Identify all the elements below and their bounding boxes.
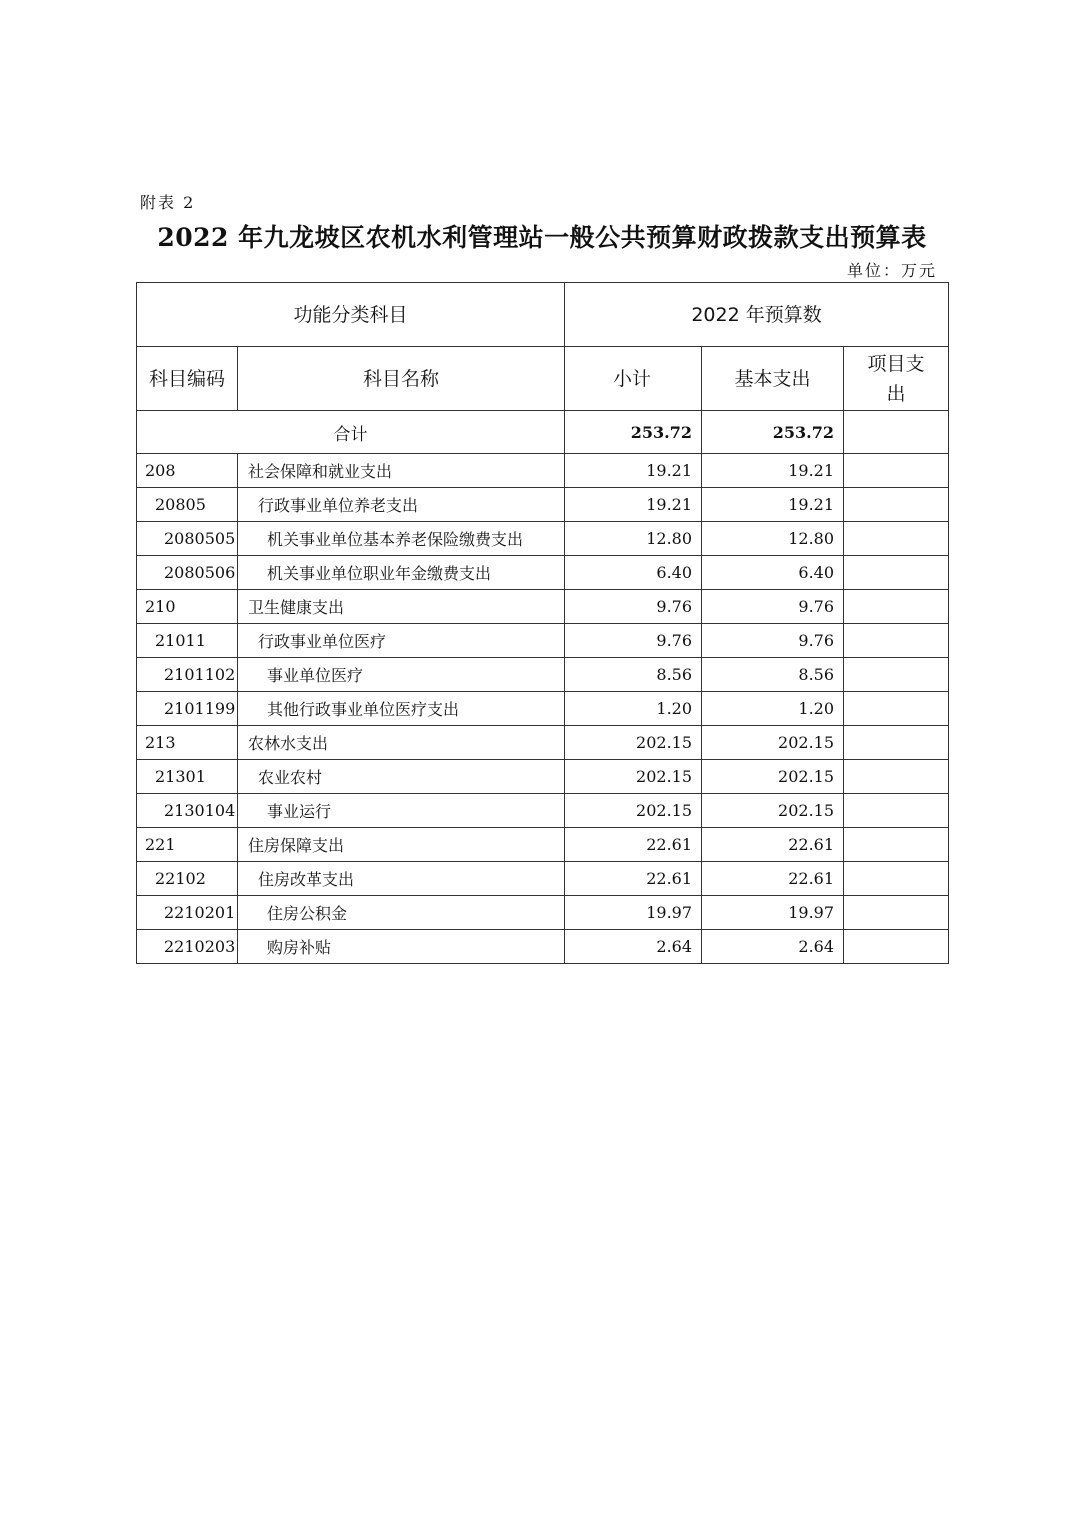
row-code: 210	[137, 590, 238, 624]
row-subtotal: 9.76	[565, 590, 702, 624]
total-project	[844, 411, 949, 454]
row-basic: 12.80	[702, 522, 844, 556]
row-subtotal: 22.61	[565, 862, 702, 896]
header-budget-2022: 2022 年预算数	[565, 283, 949, 347]
table-row	[137, 692, 949, 726]
row-name: 住房公积金	[238, 896, 565, 930]
row-basic: 9.76	[702, 624, 844, 658]
row-project	[844, 624, 949, 658]
table-row	[137, 454, 949, 488]
row-name: 卫生健康支出	[238, 590, 565, 624]
row-subtotal: 19.21	[565, 488, 702, 522]
row-basic: 202.15	[702, 794, 844, 828]
header-name: 科目名称	[238, 347, 565, 411]
row-project	[844, 828, 949, 862]
row-project	[844, 658, 949, 692]
table-row	[137, 624, 949, 658]
header-functional-category: 功能分类科目	[137, 283, 565, 347]
table-row	[137, 556, 949, 590]
row-subtotal: 202.15	[565, 726, 702, 760]
row-project	[844, 760, 949, 794]
row-basic: 2.64	[702, 930, 844, 964]
total-row	[137, 411, 949, 454]
table-row	[137, 658, 949, 692]
header-basic: 基本支出	[702, 347, 844, 411]
row-subtotal: 6.40	[565, 556, 702, 590]
row-subtotal: 19.21	[565, 454, 702, 488]
table-row	[137, 862, 949, 896]
row-name: 机关事业单位基本养老保险缴费支出	[238, 522, 565, 556]
row-project	[844, 896, 949, 930]
row-basic: 202.15	[702, 726, 844, 760]
row-code: 22102	[137, 862, 238, 896]
row-project	[844, 488, 949, 522]
row-code: 20805	[137, 488, 238, 522]
row-code: 21301	[137, 760, 238, 794]
row-name: 农林水支出	[238, 726, 565, 760]
row-code: 208	[137, 454, 238, 488]
header-subtotal: 小计	[565, 347, 702, 411]
row-subtotal: 12.80	[565, 522, 702, 556]
row-basic: 1.20	[702, 692, 844, 726]
table-row	[137, 828, 949, 862]
table-row	[137, 522, 949, 556]
table-row	[137, 726, 949, 760]
row-project	[844, 522, 949, 556]
total-subtotal: 253.72	[565, 411, 702, 454]
header-project: 项目支出	[844, 347, 949, 411]
row-basic: 19.21	[702, 454, 844, 488]
row-basic: 19.97	[702, 896, 844, 930]
total-label: 合计	[137, 411, 565, 454]
row-subtotal: 202.15	[565, 760, 702, 794]
table-row	[137, 794, 949, 828]
row-subtotal: 19.97	[565, 896, 702, 930]
row-code: 2130104	[137, 794, 238, 828]
unit-label: 单位：万元	[846, 261, 937, 280]
row-name: 机关事业单位职业年金缴费支出	[238, 556, 565, 590]
row-code: 2210201	[137, 896, 238, 930]
row-subtotal: 1.20	[565, 692, 702, 726]
row-code: 2101102	[137, 658, 238, 692]
row-name: 农业农村	[238, 760, 565, 794]
page-title: 2022 年九龙坡区农机水利管理站一般公共预算财政拨款支出预算表	[157, 223, 927, 252]
table-row	[137, 590, 949, 624]
row-name: 住房改革支出	[238, 862, 565, 896]
row-project	[844, 726, 949, 760]
row-project	[844, 692, 949, 726]
row-code: 213	[137, 726, 238, 760]
row-project	[844, 590, 949, 624]
row-code: 221	[137, 828, 238, 862]
row-code: 2080506	[137, 556, 238, 590]
budget-table	[136, 282, 949, 964]
row-name: 事业运行	[238, 794, 565, 828]
row-basic: 19.21	[702, 488, 844, 522]
row-subtotal: 9.76	[565, 624, 702, 658]
table-row	[137, 930, 949, 964]
row-subtotal: 2.64	[565, 930, 702, 964]
row-basic: 22.61	[702, 862, 844, 896]
row-name: 其他行政事业单位医疗支出	[238, 692, 565, 726]
row-basic: 202.15	[702, 760, 844, 794]
row-name: 社会保障和就业支出	[238, 454, 565, 488]
table-row	[137, 488, 949, 522]
row-project	[844, 862, 949, 896]
row-basic: 6.40	[702, 556, 844, 590]
row-code: 2101199	[137, 692, 238, 726]
row-subtotal: 22.61	[565, 828, 702, 862]
row-project	[844, 930, 949, 964]
row-subtotal: 8.56	[565, 658, 702, 692]
attachment-label: 附表 2	[140, 193, 196, 212]
row-project	[844, 556, 949, 590]
row-subtotal: 202.15	[565, 794, 702, 828]
row-code: 2210203	[137, 930, 238, 964]
table-row	[137, 760, 949, 794]
row-name: 购房补贴	[238, 930, 565, 964]
row-basic: 9.76	[702, 590, 844, 624]
row-name: 住房保障支出	[238, 828, 565, 862]
row-name: 事业单位医疗	[238, 658, 565, 692]
total-basic: 253.72	[702, 411, 844, 454]
row-basic: 8.56	[702, 658, 844, 692]
row-project	[844, 454, 949, 488]
row-name: 行政事业单位养老支出	[238, 488, 565, 522]
header-code: 科目编码	[137, 347, 238, 411]
row-project	[844, 794, 949, 828]
row-name: 行政事业单位医疗	[238, 624, 565, 658]
row-code: 2080505	[137, 522, 238, 556]
row-code: 21011	[137, 624, 238, 658]
table-row	[137, 896, 949, 930]
row-basic: 22.61	[702, 828, 844, 862]
